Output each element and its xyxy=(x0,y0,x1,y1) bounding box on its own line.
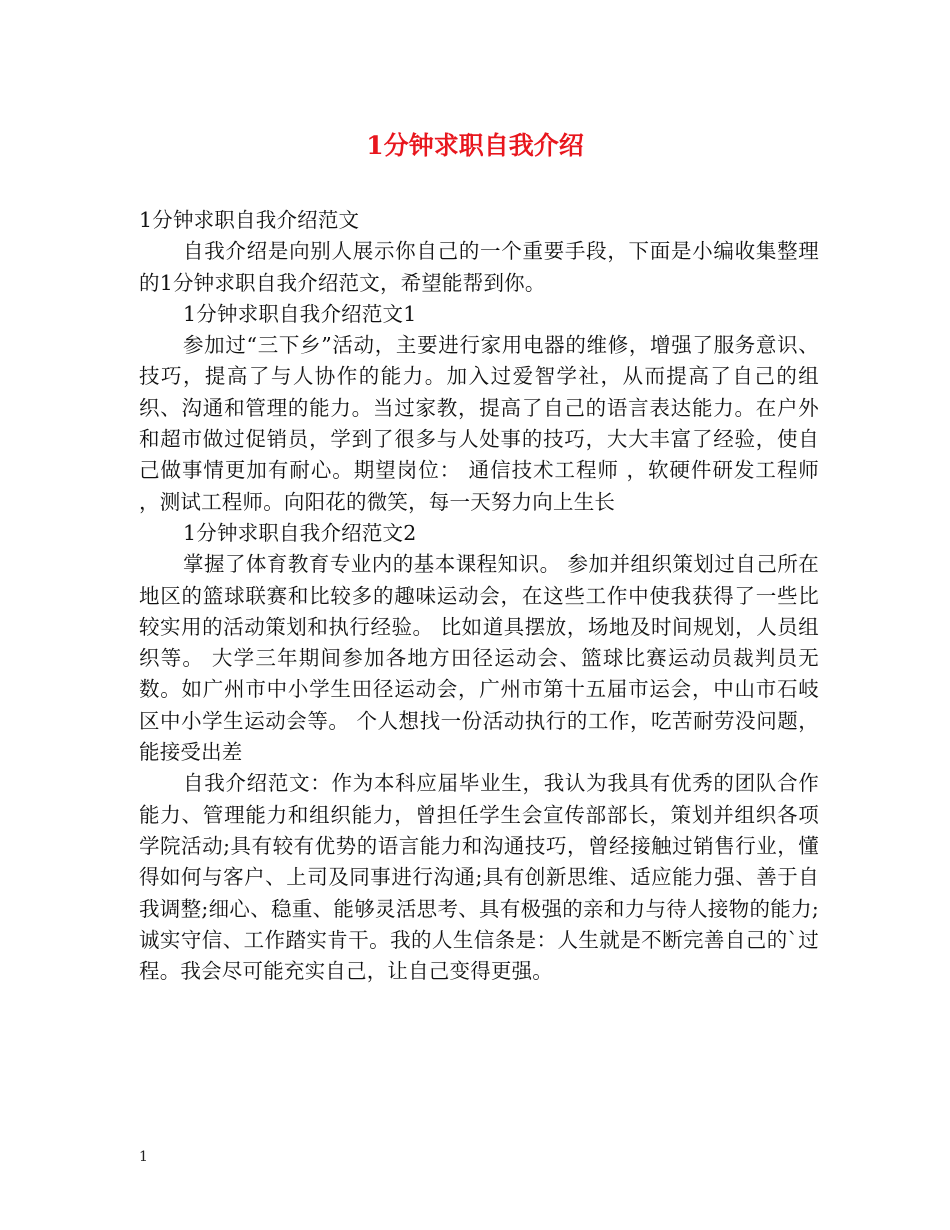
document-body xyxy=(139,205,819,987)
document-title: 1分钟求职自我介绍 xyxy=(366,131,584,160)
sample-2-paragraph: 掌握了体育教育专业内的基本课程知识。 参加并组织策划过自己所在地区的篮球联赛和比较多的趣味运动会，在这些工作中使我获得了一些比较实用的活动策划和执行经验。 比如道具摆放，场地及时间规划，人员组织等。 大学三年期间参加各地方田径运动会、篮球比赛运动员裁判员无数。如广州市中小学生田径运动会，广州市第十五届市运会，中山市石岐区中小学生运动会等。 个人想找一份活动执行的工作，吃苦耐劳没问题，能接受出差 xyxy=(139,552,819,765)
section-heading: 1分钟求职自我介绍范文 xyxy=(139,208,360,232)
sample-3-paragraph: 自我介绍范文：作为本科应届毕业生，我认为我具有优秀的团队合作能力、管理能力和组织能力，曾担任学生会宣传部部长，策划并组织各项学院活动;具有较有优势的语言能力和沟通技巧，曾经接触过销售行业，懂得如何与客户、上司及同事进行沟通;具有创新思维、适应能力强、善于自我调整;细心、稳重、能够灵活思考、具有极强的亲和力与待人接物的能力;诚实守信、工作踏实肯干。我的人生信条是：人生就是不断完善自己的`过程。我会尽可能充实自己，让自己变得更强。 xyxy=(139,771,819,984)
sample-1-paragraph: 参加过“三下乡”活动，主要进行家用电器的维修，增强了服务意识、技巧，提高了与人协作的能力。加入过爱智学社，从而提高了自己的组织、沟通和管理的能力。当过家教，提高了自己的语言表达能力。在户外和超市做过促销员，学到了很多与人处事的技巧，大大丰富了经验，使自己做事情更加有耐心。期望岗位： 通信技术工程师 ，软硬件研发工程师 ，测试工程师。向阳花的微笑，每一天努力向上生长 xyxy=(139,333,819,514)
page-number: 1 xyxy=(139,1149,148,1165)
sample-1-heading: 1分钟求职自我介绍范文1 xyxy=(183,301,417,326)
intro-paragraph: 自我介绍是向别人展示你自己的一个重要手段，下面是小编收集整理的1分钟求职自我介绍范文，希望能帮到你。 xyxy=(139,239,819,295)
sample-2-heading: 1分钟求职自我介绍范文2 xyxy=(183,520,417,545)
